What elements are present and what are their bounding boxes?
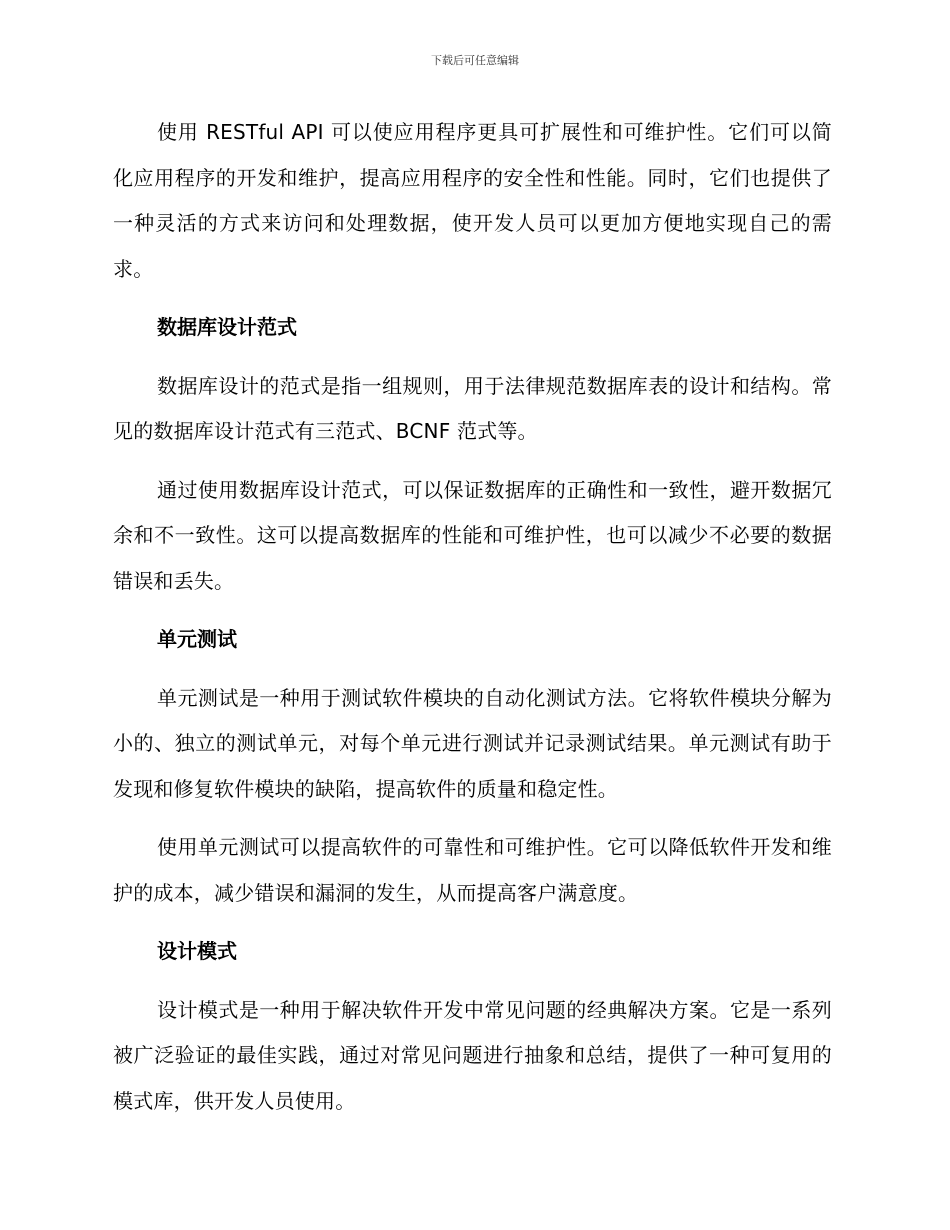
document-body	[113, 110, 832, 1137]
heading-unit-testing: 单元测试	[157, 627, 237, 651]
paragraph-normal-forms-benefits: 通过使用数据库设计范式，可以保证数据库的正确性和一致性，避开数据冗余和不一致性。这可以提高数据库的性能和可维护性，也可以减少不必要的数据错误和丢失。	[113, 477, 832, 593]
paragraph-unit-testing-benefits: 使用单元测试可以提高软件的可靠性和可维护性。它可以降低软件开发和维护的成本，减少错误和漏洞的发生，从而提高客户满意度。	[113, 835, 832, 905]
paragraph-design-patterns: 设计模式是一种用于解决软件开发中常见问题的经典解决方案。它是一系列被广泛验证的最佳实践，通过对常见问题进行抽象和总结，提供了一种可复用的模式库，供开发人员使用。	[113, 997, 832, 1113]
paragraph-unit-testing-definition: 单元测试是一种用于测试软件模块的自动化测试方法。它将软件模块分解为小的、独立的测试单元，对每个单元进行测试并记录测试结果。单元测试有助于发现和修复软件模块的缺陷，提高软件的质量和稳定性。	[113, 685, 832, 801]
paragraph-normal-forms-definition: 数据库设计的范式是指一组规则，用于法律规范数据库表的设计和结构。常见的数据库设计范式有三范式、BCNF 范式等。	[113, 373, 832, 443]
heading-database-normal-forms: 数据库设计范式	[157, 315, 297, 339]
heading-design-patterns: 设计模式	[157, 939, 237, 963]
paragraph-restful-api: 使用 RESTful API 可以使应用程序更具可扩展性和可维护性。它们可以简化应用程序的开发和维护，提高应用程序的安全性和性能。同时，它们也提供了一种灵活的方式来访问和处理数据，使开发人员可以更加方便地实现自己的需求。	[113, 120, 832, 281]
page-header: 下载后可任意编辑	[431, 54, 519, 67]
